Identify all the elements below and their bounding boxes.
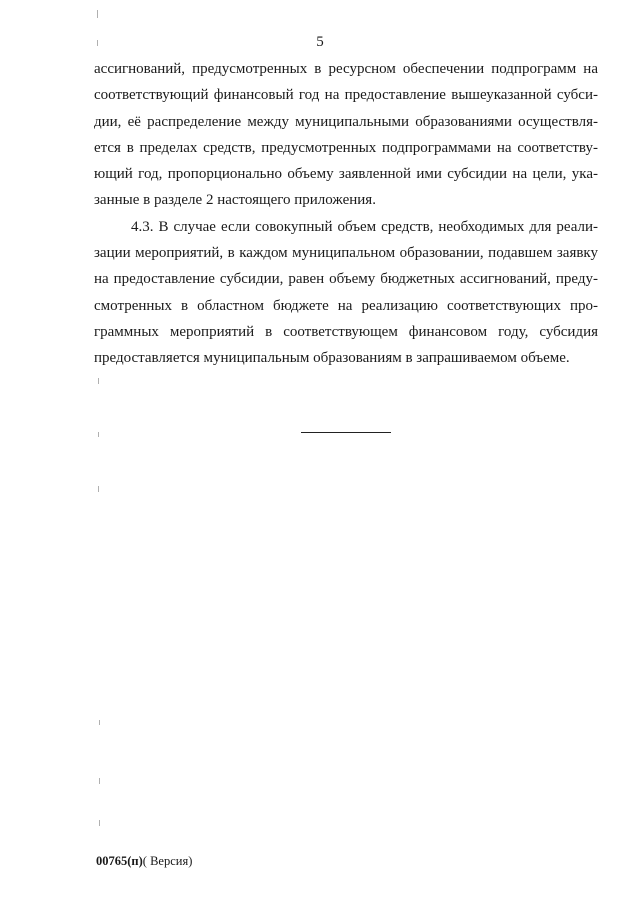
paragraph-4-3 (94, 214, 598, 372)
document-footer-code (96, 854, 192, 869)
text-line: на предоставление субсидии, равен объему бюджетных ассигнований, преду- (94, 271, 598, 288)
text-line: ется в пределах средств, предусмотренных подпрограммами на соответству- (94, 139, 598, 156)
scan-artifact (98, 486, 99, 492)
text-line: занные в разделе 2 настоящего приложения. (94, 192, 376, 209)
page-body (94, 56, 598, 372)
footer-code-version: ( Версия) (142, 854, 193, 868)
scan-artifact (97, 10, 98, 18)
text-line: соответствующий финансовый год на предоставление вышеуказанной субси- (94, 87, 598, 104)
scan-artifact (99, 778, 100, 784)
text-line: граммных мероприятий в соответствующем финансовом году, субсидия (94, 323, 598, 340)
text-line: зации мероприятий, в каждом муниципальном образовании, подавшем заявку (94, 245, 598, 262)
text-line: дии, её распределение между муниципальными образованиями осуществля- (94, 113, 598, 130)
scan-artifact (98, 378, 99, 384)
scan-artifact (97, 40, 98, 46)
footer-code-number: 00765(п) (96, 854, 143, 868)
scan-artifact (99, 820, 100, 826)
text-line: ющий год, пропорционально объему заявленной ими субсидии на цели, ука- (94, 166, 598, 183)
scan-artifact (99, 720, 100, 725)
scan-artifact (98, 432, 99, 437)
end-divider-line (301, 432, 391, 433)
paragraph-continuation (94, 56, 598, 214)
text-line: ассигнований, предусмотренных в ресурсном обеспечении подпрограмм на (94, 61, 598, 77)
text-line: смотренных в областном бюджете на реализацию соответствующих про- (94, 297, 598, 314)
text-line: 4.3. В случае если совокупный объем средств, необходимых для реали- (131, 218, 598, 235)
page-number: 5 (316, 34, 324, 50)
text-line: предоставляется муниципальным образованиям в запрашиваемом объеме. (94, 350, 570, 367)
